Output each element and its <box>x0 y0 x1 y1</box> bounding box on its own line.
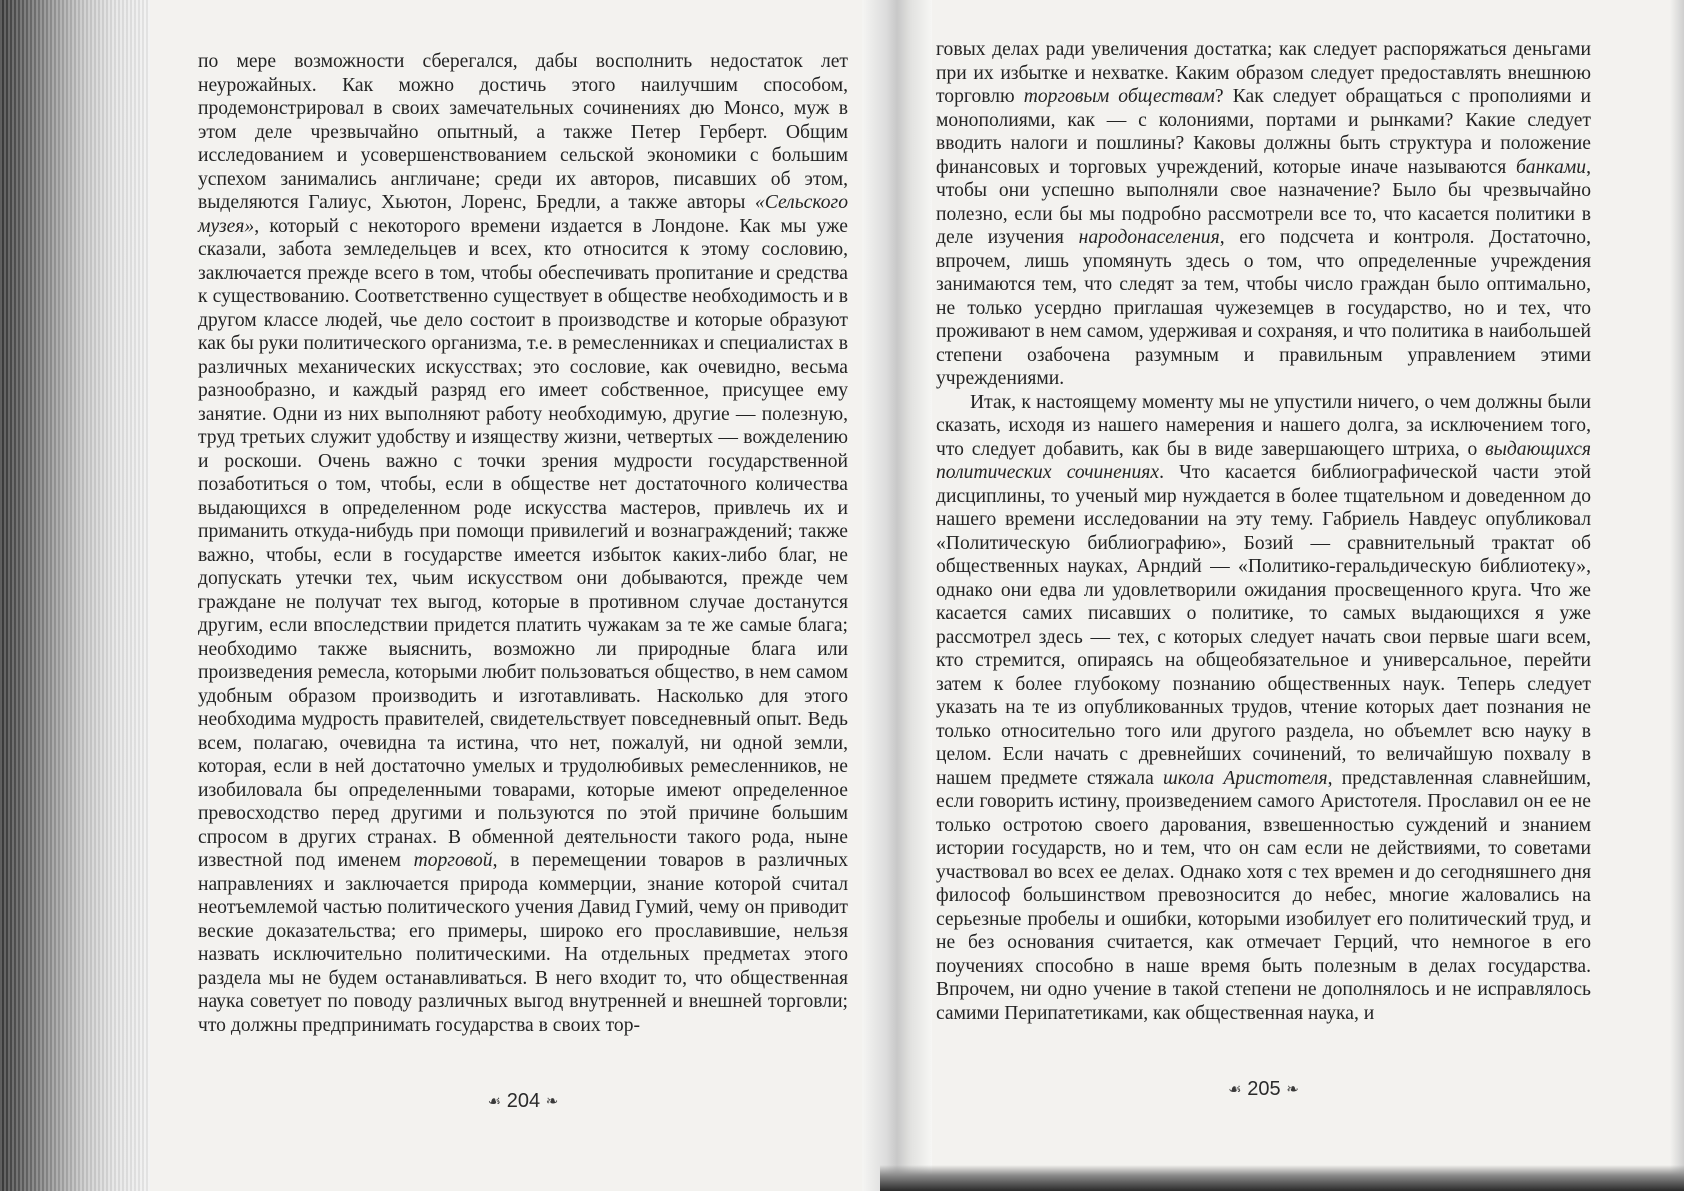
paragraph <box>198 50 848 1037</box>
right-page-text <box>936 38 1591 1025</box>
book-gutter <box>862 0 932 1191</box>
italic-text: «Сельского музея» <box>198 192 848 237</box>
italic-text: банками <box>1515 156 1587 178</box>
page-edge-right <box>1670 0 1684 1191</box>
page-number-right <box>936 1078 1591 1101</box>
text-run: по мере возможности сберегался, дабы восполнить недостаток лет неурожайных. Как можно достичь этого наилучшим способом, продемонстрировал в своих замечательных сочинениях дю Монсо, муж в этом деле чрезвычайно опытный, а также Петер Герберт. Общим исследованием и усовершенствованием сельской экономики с большим успехом занимались англичане; среди их авторов, писавших об этом, выделяются Галиус, Хьютон, Лоренс, Бредли, а также авторы <box>198 51 848 213</box>
left-page <box>198 0 848 1191</box>
text-run: говых делах ради увеличения достатка; как следует распоряжаться деньгами при их избытке и нехватке. Каким образом следует предоставлять внешнюю торговлю <box>936 39 1591 107</box>
ornament-left-icon: ☙ <box>487 1092 502 1110</box>
paragraph <box>936 38 1591 391</box>
page-number: 204 <box>506 1090 541 1112</box>
paragraph <box>936 391 1591 1026</box>
page-number: 205 <box>1247 1078 1281 1100</box>
ornament-left-icon: ☙ <box>1228 1080 1242 1098</box>
italic-text: торговым обществам <box>1023 86 1215 107</box>
text-run: , в перемещении товаров в различных направлениях и заключается природа коммерции, знание которой считал неотъемлемой частью политического учения Давид Гумий, чему он приводит веские доказательства; его примеры, широко его прославившие, нельзя назвать исключительно политическими. На отдельных предметах этого раздела мы не будем останавливаться. В него входит то, что общественная наука советует по поводу различных выгод внутренней и внешней торговли; что должны предпринимать государства в своих тор- <box>198 850 848 1036</box>
right-page <box>936 0 1591 1191</box>
italic-text: народонаселения <box>1078 227 1220 248</box>
text-run: Итак, к настоящему моменту мы не упустили ничего, о чем должны были сказать, исходя из нашего намерения и нашего долга, за исключением того, что следует добавить, как бы в виде завершающего штриха, о <box>936 391 1591 460</box>
text-run: , его подсчета и контроля. Достаточно, впрочем, лишь упомянуть здесь о том, что определенные учреждения занимаются тем, что следят за тем, чтобы число граждан было оптимально, не только усердно приглашая чужеземцев в государство, но и тех, что проживают в нем самом, удерживая и сохраняя, и что политика в наибольшей степени озабочена разумным и правильным управлением этими учреждениями. <box>936 227 1591 389</box>
italic-text: торговой <box>413 850 493 871</box>
text-run: . Что касается библиографической части этой дисциплины, то ученый мир нуждается в более тщательном и доведенном до нашего времени исследовании на эту тему. Габриель Навдеус опубликовал «Политическую библиографию», Бозий — сравнительный трактат об общественных науках, Арндий — «Политико-геральдическую библиотеку», однако они едва ли удовлетворили ожидания просвещенного круга. Что же касается самих писавших о политике, то самых выдающихся я уже рассмотрел здесь — тех, с которых следует начать свои первые шаги всем, кто стремится, опираясь на общеобязательное и универсальное, перейти затем к более глубокому познанию общественных наук. Теперь следует указать на те из опубликованных трудов, чтение которых дает познания не только относительно того или другого раздела, но объемлет всю науку в целом. Если начать с древнейших сочинений, то величайшую похвалу в нашем предмете стяжала <box>936 462 1591 789</box>
page-number-left <box>198 1090 848 1113</box>
text-run: ? Как следует обращаться с прополиями и монополиями, как — с колониями, портами и рынками? Какие следует вводить налоги и пошлины? Каковы должны быть структура и положение финансовых и торговых учреждений, которые иначе называются <box>936 86 1591 178</box>
text-run: , чтобы они успешно выполняли свое назначение? Было бы чрезвычайно полезно, если бы мы подробно рассмотрели все то, что касается политики в деле изучения <box>936 156 1591 248</box>
page-stack-edge-left <box>0 0 150 1191</box>
ornament-right-icon: ❧ <box>1286 1080 1299 1098</box>
italic-text: школа Аристотеля <box>1163 767 1328 789</box>
text-run: , представленная славнейшим, если говорить истину, произведением самого Аристотеля. Прославил он ее не только остротою своего дарования, взвешенностью суждений и знанием истории государств, но и тем, что он сам если не действиями, то советами участвовал во всех ее делах. Однако хотя с тех времен и до сегодняшнего дня философ большинством превозносится до небес, многие жаловались на серьезные пробелы и ошибки, которыми изобилует его политический труд, и не без основания считается, как отмечает Герций, что немногое в его поучениях способно в наше время быть полезным в делах государства. Впрочем, ни одно учение в такой степени не дополнялось и не исправлялось самими Перипатетиками, как общественная наука, и <box>936 767 1591 1024</box>
italic-text: выдающихся политических сочинениях <box>936 438 1591 483</box>
ornament-right-icon: ❧ <box>545 1092 559 1110</box>
left-page-text <box>198 50 848 1037</box>
text-run: , который с некоторого времени издается в Лондоне. Как мы уже сказали, забота земледельцев и всех, кто относится к этому сословию, заключается прежде всего в том, чтобы обеспечивать пропитание и средства к существованию. Соответственно существует в обществе необходимость и в другом классе людей, чье дело состоит в производстве и которые образуют как бы руки политического организма, т.е. в ремесленниках и специалистах в различных механических искусствах; это сословие, как очевидно, весьма разнообразно, и каждый разряд его имеет собственное, присущее ему занятие. Одни из них выполняют работу необходимую, другие — полезную, труд третьих служит удобству и изяществу жизни, четвертых — вожделению и роскоши. Очень важно с точки зрения мудрости государственной позаботиться о том, чтобы, если в обществе нет достаточного количества выдающихся в определенном роде искусства мастеров, привлечь их и приманить откуда-нибудь при помощи привилегий и вознаграждений; также важно, чтобы, если в государстве имеется избыток каких-либо благ, не допускать утечки тех, чьим искусством они добываются, прежде чем граждане не получат тех выгод, которые в противном случае достанутся другим, если впоследствии придется платить чужакам за те же самые блага; необходимо также выяснить, возможно ли природные блага или произведения ремесла, которыми любит пользоваться общество, в нем самом удобным образом производить и изготавливать. Насколько для этого необходима мудрость правителей, свидетельствует повседневный опыт. Ведь всем, полагаю, очевидна та истина, что нет, пожалуй, ни одной земли, которая, если в ней достаточно умелых и трудолюбивых ремесленников, не изобиловала бы определенными товарами, которые имеют определенное превосходство перед другими и пользуются по этой причине большим спросом в других странах. В обменной деятельности такого рода, ныне известной под именем <box>198 215 848 871</box>
